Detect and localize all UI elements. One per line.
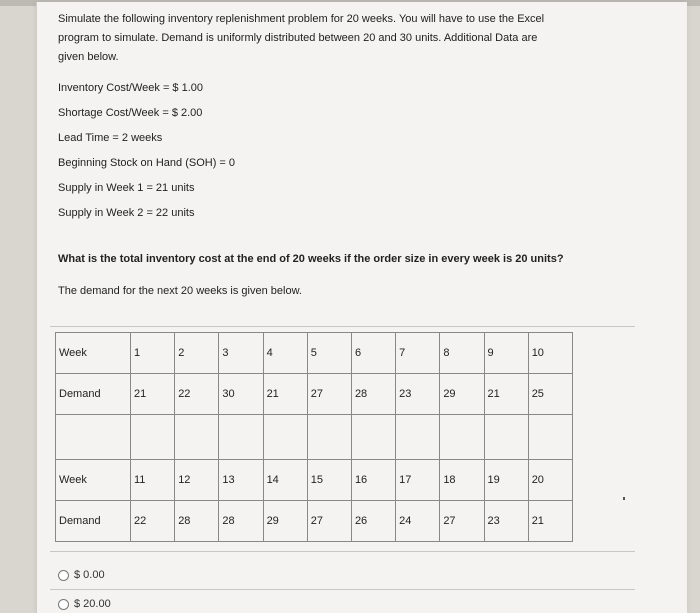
blank-cell: [440, 415, 484, 460]
answer-option[interactable]: [58, 569, 105, 581]
blank-cell: [56, 415, 131, 460]
option-divider: [50, 589, 635, 590]
week-cell: 20: [528, 460, 572, 501]
week-cell: 13: [219, 460, 263, 501]
week-cell: 10: [528, 333, 572, 374]
demand-cell: 28: [175, 501, 219, 542]
blank-cell: [351, 415, 395, 460]
answer-option[interactable]: [58, 598, 111, 610]
week-cell: 12: [175, 460, 219, 501]
answer-option-label: $ 20.00: [74, 598, 111, 610]
week-cell: 11: [131, 460, 175, 501]
week-label: Week: [56, 460, 131, 501]
week-cell: 3: [219, 333, 263, 374]
demand-label: Demand: [56, 374, 131, 415]
demand-cell: 21: [484, 374, 528, 415]
supply-week1-line: Supply in Week 1 = 21 units: [58, 182, 195, 194]
week-cell: 7: [396, 333, 440, 374]
question-intro: Simulate the following inventory replenishment problem for 20 weeks. You will have to use the Excel program to simulate. Demand is uniformly distributed between 20 and 30 units. Additional Data are given below.: [58, 13, 545, 63]
table-row: [56, 374, 573, 415]
demand-label: Demand: [56, 501, 131, 542]
week-cell: 15: [307, 460, 351, 501]
blank-cell: [131, 415, 175, 460]
demand-cell: 27: [307, 374, 351, 415]
inventory-cost-line: Inventory Cost/Week = $ 1.00: [58, 82, 204, 94]
shortage-cost-line: Shortage Cost/Week = $ 2.00: [58, 107, 203, 119]
week-cell: 14: [263, 460, 307, 501]
week-cell: 16: [351, 460, 395, 501]
demand-cell: 21: [131, 374, 175, 415]
blank-cell: [307, 415, 351, 460]
demand-cell: 23: [484, 501, 528, 542]
table-row-blank: [56, 415, 573, 460]
divider-top: [50, 326, 635, 327]
week-cell: 17: [396, 460, 440, 501]
demand-cell: 22: [175, 374, 219, 415]
supply-week2-line: Supply in Week 2 = 22 units: [58, 207, 195, 219]
table-row: [56, 460, 573, 501]
demand-note: The demand for the next 20 weeks is given below.: [58, 285, 302, 297]
lead-time-line: Lead Time = 2 weeks: [58, 132, 163, 144]
blank-cell: [175, 415, 219, 460]
beginning-stock-line: Beginning Stock on Hand (SOH) = 0: [58, 157, 236, 169]
radio-button[interactable]: [58, 570, 69, 581]
question-prompt: What is the total inventory cost at the end of 20 weeks if the order size in every week is 20 units?: [58, 253, 564, 265]
table-row: [56, 333, 573, 374]
blank-cell: [263, 415, 307, 460]
week-cell: 18: [440, 460, 484, 501]
demand-cell: 23: [396, 374, 440, 415]
week-label: Week: [56, 333, 131, 374]
week-cell: 1: [131, 333, 175, 374]
demand-cell: 26: [351, 501, 395, 542]
blank-cell: [528, 415, 572, 460]
week-cell: 9: [484, 333, 528, 374]
answer-option-label: $ 0.00: [74, 569, 105, 581]
stray-mark: [623, 497, 625, 500]
divider-bottom: [50, 551, 635, 552]
demand-cell: 24: [396, 501, 440, 542]
radio-button[interactable]: [58, 599, 69, 610]
week-cell: 4: [263, 333, 307, 374]
demand-cell: 25: [528, 374, 572, 415]
demand-cell: 21: [528, 501, 572, 542]
week-cell: 5: [307, 333, 351, 374]
week-cell: 19: [484, 460, 528, 501]
demand-cell: 28: [351, 374, 395, 415]
blank-cell: [396, 415, 440, 460]
table-row: [56, 501, 573, 542]
week-cell: 6: [351, 333, 395, 374]
week-cell: 8: [440, 333, 484, 374]
week-cell: 2: [175, 333, 219, 374]
blank-cell: [219, 415, 263, 460]
blank-cell: [484, 415, 528, 460]
demand-cell: 21: [263, 374, 307, 415]
demand-cell: 27: [307, 501, 351, 542]
demand-cell: 29: [440, 374, 484, 415]
demand-cell: 22: [131, 501, 175, 542]
demand-cell: 29: [263, 501, 307, 542]
demand-cell: 28: [219, 501, 263, 542]
demand-cell: 30: [219, 374, 263, 415]
demand-cell: 27: [440, 501, 484, 542]
demand-table: [55, 332, 573, 542]
